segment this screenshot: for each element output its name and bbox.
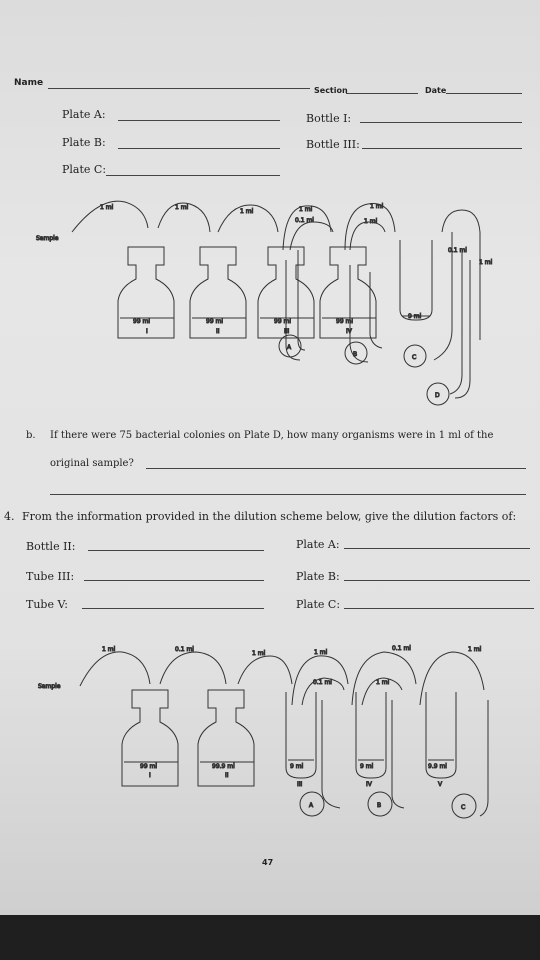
transfer2-label-4: 1 ml [314,649,328,656]
transfer2-label-7: 1 ml [376,679,390,686]
transfer2-label-2: 0.1 ml [175,646,194,653]
volume-label-1: 99 ml [133,318,151,325]
plate-b-label: Plate B: [62,136,106,149]
transfer-label-2: 1 ml [175,204,189,211]
transfer-label-3: 1 ml [240,208,254,215]
volume-label-5: 9 ml [408,313,422,320]
section-label: Section [314,86,348,95]
bottle-i-label: Bottle I: [306,112,352,125]
transfer-label-4: 1 ml [299,206,313,213]
numeral2-3: III [297,781,303,788]
question-b-text: If there were 75 bacterial colonies on Plate D, how many organisms were in 1 ml of the [50,430,494,441]
plate2-a-letter: A [309,802,314,809]
question-4-instruction: From the information provided in the dilution scheme below, give the dilution factors of: [22,510,517,523]
numeral-3: III [284,328,290,335]
numeral2-4: IV [366,781,372,788]
bottles-2 [122,690,254,786]
sample-label-1: Sample [36,235,59,242]
plate-b-letter: B [353,351,358,358]
volume2-label-4: 9 ml [360,763,374,770]
plate-c-letter: C [412,354,417,361]
name-label: Name [14,78,44,88]
transfer-label-1: 1 ml [100,204,114,211]
transfer-label-5: 0.1 ml [295,217,314,224]
plate-c-label-2: Plate C: [296,598,341,611]
numeral-1: I [146,328,148,335]
numeral2-2: II [225,772,229,779]
bottle-iii-label: Bottle III: [306,138,360,151]
question-b-text-2: original sample? [50,458,134,469]
tube-v-label: Tube V: [26,598,69,611]
transfer-label-9: 1 ml [479,259,493,266]
transfer-label-6: 1 ml [370,203,384,210]
plate2-c-letter: C [461,804,466,811]
transfer-arrows-2 [80,652,484,705]
volume2-label-3: 9 ml [290,763,304,770]
plate-a-letter: A [287,344,292,351]
plate-b-label-2: Plate B: [296,570,340,583]
petri-plates-2 [300,792,476,818]
volume-label-4: 99 ml [336,318,354,325]
question-b-marker: b. [26,430,36,441]
volume2-label-2: 99.9 ml [212,763,235,770]
plate-a-label-2: Plate A: [296,538,340,551]
page-number: 47 [262,858,274,867]
plate-d-letter: D [435,392,440,399]
transfer-label-8: 0.1 ml [448,247,467,254]
bottle-ii-label: Bottle II: [26,540,76,553]
date-label: Date [425,86,447,95]
plate2-b-letter: B [377,802,382,809]
volume2-label-5: 9.9 ml [428,763,447,770]
transfer2-label-6: 0.1 ml [392,645,411,652]
numeral2-1: I [149,772,151,779]
plate-a-label: Plate A: [62,108,106,121]
transfer2-label-5: 0.1 ml [313,679,332,686]
numeral-4: IV [346,328,352,335]
volume2-label-1: 99 ml [140,763,158,770]
transfer2-label-3: 1 ml [252,650,266,657]
plate-c-label: Plate C: [62,163,107,176]
volume-label-2: 99 ml [206,318,224,325]
transfer2-label-1: 1 ml [102,646,116,653]
volume-label-3: 99 ml [274,318,292,325]
tube-iii-label: Tube III: [26,570,75,583]
sample-label-2: Sample [38,683,61,690]
numeral2-5: V [438,781,443,788]
plate-loops-2 [322,700,488,816]
transfer-label-7: 1 ml [364,218,378,225]
numeral-2: II [216,328,220,335]
transfer2-label-8: 1 ml [468,646,482,653]
question-4-number: 4. [4,510,15,523]
